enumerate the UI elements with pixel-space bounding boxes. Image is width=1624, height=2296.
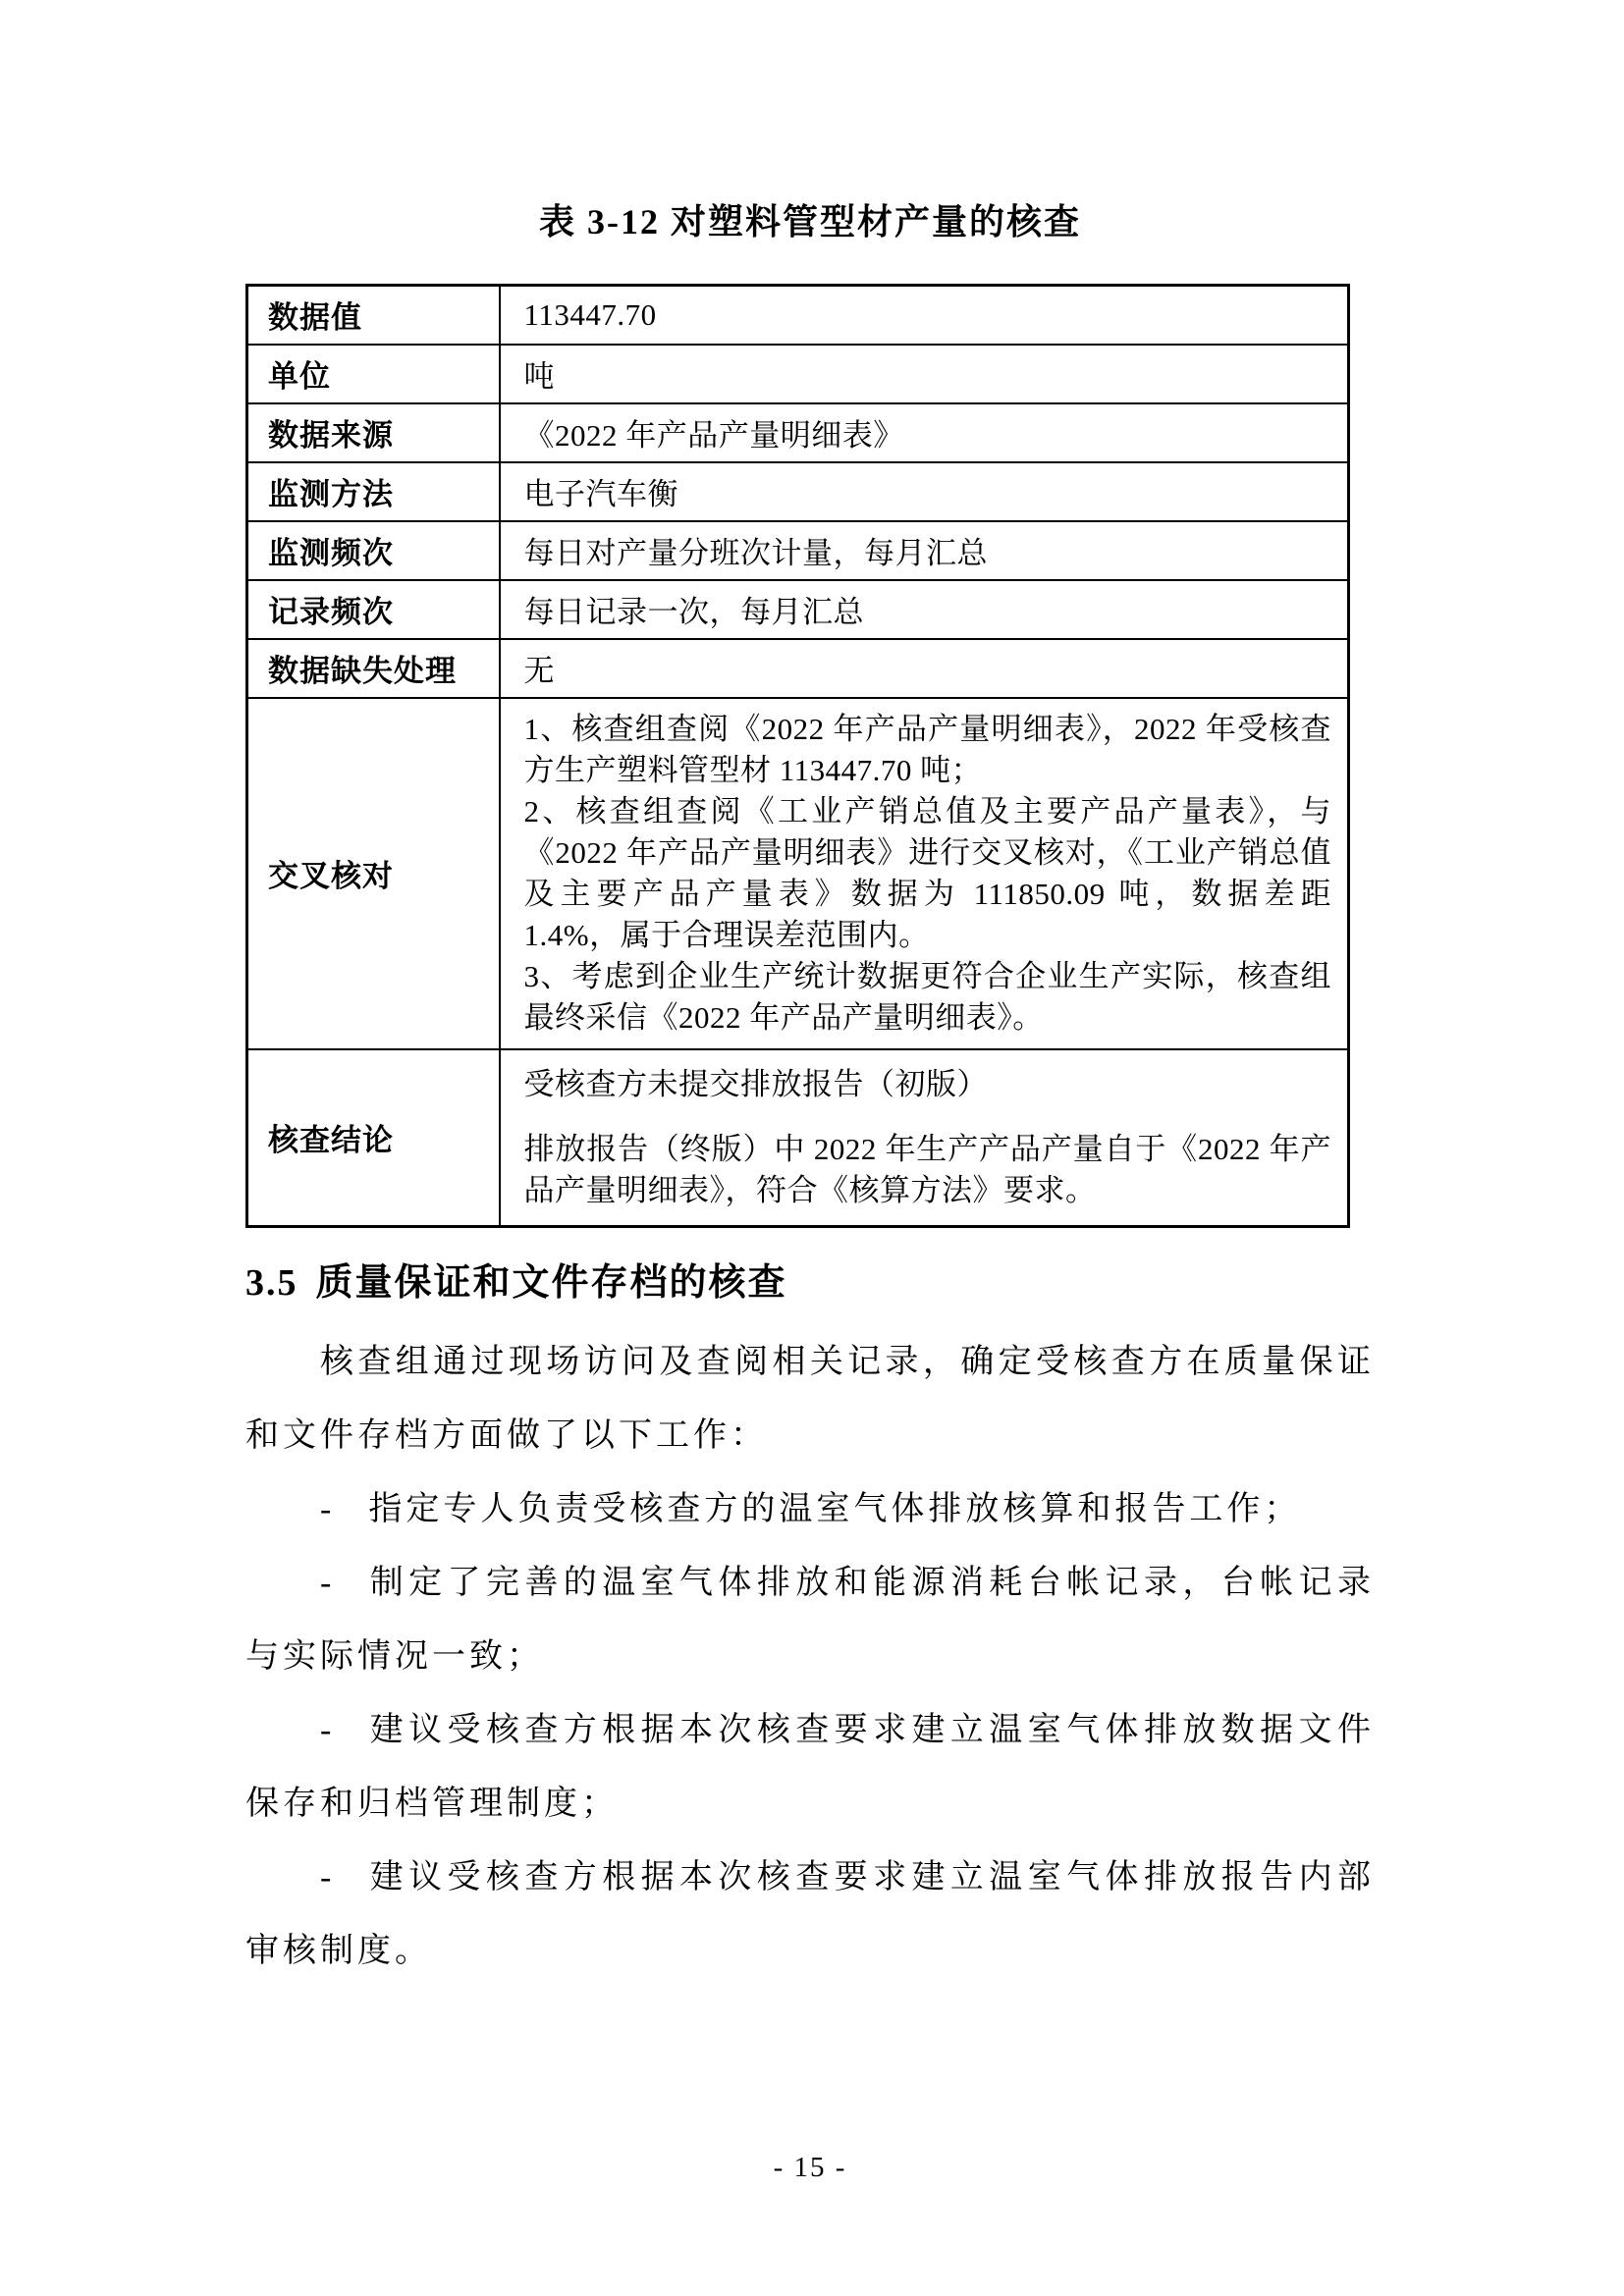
row-label: 核查结论: [247, 1049, 500, 1227]
section-number: 3.5: [245, 1261, 298, 1304]
bullet-text: 建议受核查方根据本次核查要求建立温室气体排放数据文件保存和归档管理制度；: [245, 1711, 1375, 1822]
bullet-text: 指定专人负责受核查方的温室气体排放核算和报告工作；: [368, 1490, 1302, 1527]
cross-check-item: 2、核查组查阅《工业产销总值及主要产品产量表》，与《2022 年产品产量明细表》进行交叉核对，《工业产销总值及主要产品产量表》数据为 111850.09 吨，数据差距 1.4%，属于合理误差范围内。: [523, 793, 1331, 952]
table-row: [247, 462, 1349, 521]
row-value: 电子汽车衡: [500, 462, 1349, 521]
table-row: [247, 345, 1349, 403]
row-value: 每日对产量分班次计量，每月汇总: [500, 521, 1349, 580]
row-label: 监测方法: [247, 462, 500, 521]
row-value: 《2022 年产品产量明细表》: [500, 403, 1349, 462]
bullet-text: 建议受核查方根据本次核查要求建立温室气体排放报告内部审核制度。: [245, 1858, 1375, 1969]
row-value: [500, 698, 1349, 1049]
table-row: [247, 580, 1349, 639]
bullet-dash: -: [320, 1564, 336, 1601]
page-number: - 15 -: [773, 2152, 847, 2183]
bullet-item: [245, 1693, 1375, 1841]
table-row: [247, 286, 1349, 345]
row-label: 数据值: [247, 286, 500, 345]
bullet-dash: -: [320, 1490, 336, 1527]
bullet-dash: -: [320, 1858, 336, 1896]
table-row: [247, 403, 1349, 462]
row-label: 单位: [247, 345, 500, 403]
table-row: [247, 521, 1349, 580]
row-label: 数据来源: [247, 403, 500, 462]
table-row: [247, 639, 1349, 698]
bullet-item: [245, 1546, 1375, 1693]
row-value: 113447.70: [500, 286, 1349, 345]
table-row: [247, 698, 1349, 1049]
intro-paragraph: 核查组通过现场访问及查阅相关记录，确定受核查方在质量保证和文件存档方面做了以下工作：: [245, 1343, 1375, 1454]
section-title: 质量保证和文件存档的核查: [315, 1261, 787, 1304]
bullet-item: [245, 1472, 1375, 1546]
bullet-text: 制定了完善的温室气体排放和能源消耗台帐记录，台帐记录与实际情况一致；: [245, 1564, 1375, 1675]
row-label: 数据缺失处理: [247, 639, 500, 698]
section-heading: [245, 1252, 1375, 1306]
row-value: [500, 1049, 1349, 1227]
page-content: [245, 0, 1375, 2183]
bullet-dash: -: [320, 1711, 336, 1748]
conclusion-paragraph: 受核查方未提交排放报告（初版）: [523, 1066, 988, 1101]
row-value: 每日记录一次，每月汇总: [500, 580, 1349, 639]
row-value: 无: [500, 639, 1349, 698]
row-label: 交叉核对: [247, 698, 500, 1049]
bullet-item: [245, 1841, 1375, 1988]
table-caption: 表 3-12 对塑料管型材产量的核查: [539, 202, 1081, 241]
row-value: 吨: [500, 345, 1349, 403]
row-label: 监测频次: [247, 521, 500, 580]
row-label: 记录频次: [247, 580, 500, 639]
cross-check-item: 1、核查组查阅《2022 年产品产量明细表》，2022 年受核查方生产塑料管型材 113447.70 吨；: [523, 711, 1331, 787]
cross-check-item: 3、考虑到企业生产统计数据更符合企业生产实际，核查组最终采信《2022 年产品产量明细表》。: [523, 958, 1331, 1035]
table-row: [247, 1049, 1349, 1227]
conclusion-paragraph: 排放报告（终版）中 2022 年生产产品产量自于《2022 年产品产量明细表》，符合《核算方法》要求。: [523, 1131, 1331, 1207]
verification-table: [245, 284, 1350, 1228]
